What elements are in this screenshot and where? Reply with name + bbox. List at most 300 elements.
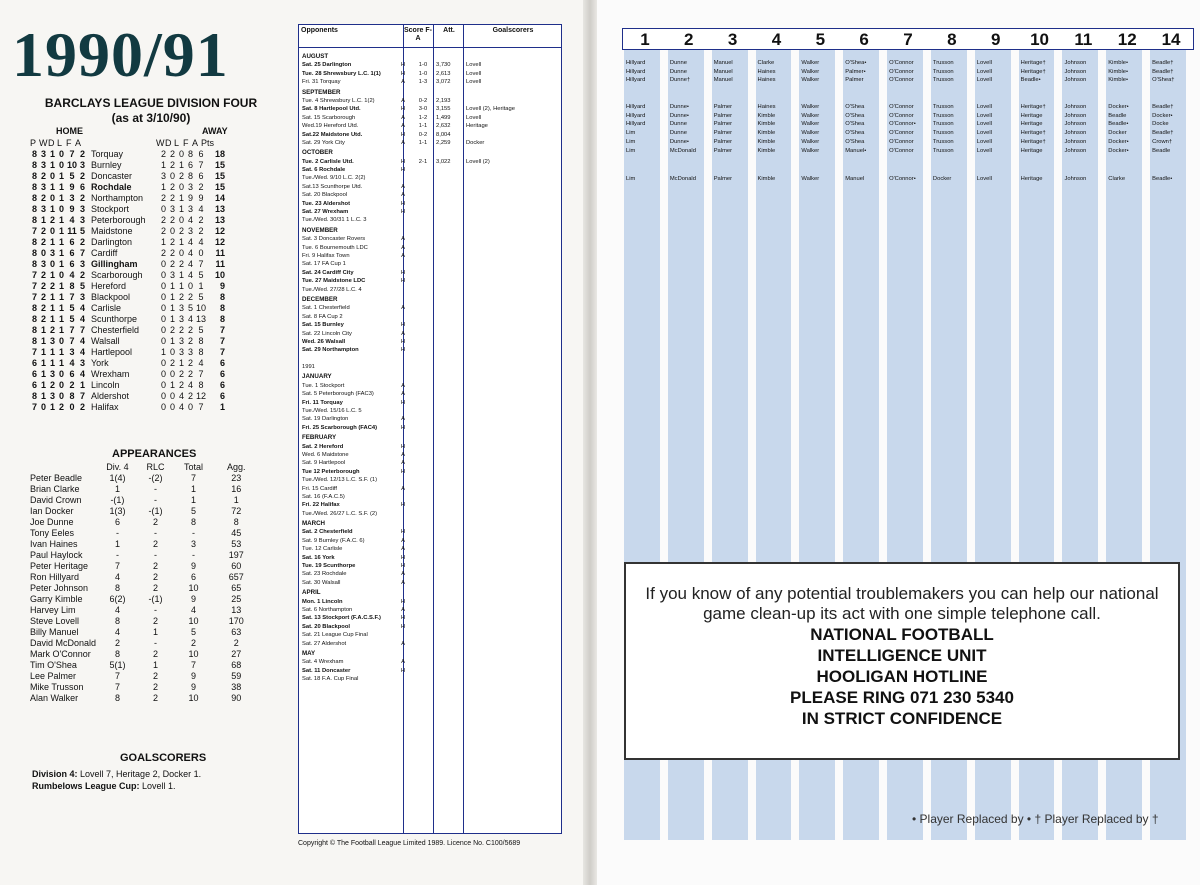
league-cell: 1 xyxy=(49,347,55,357)
league-cell: 2 xyxy=(169,149,175,159)
player-name: Tony Eeles xyxy=(30,528,75,538)
fixture-opponent: Sat. 3 Doncaster Rovers xyxy=(302,236,366,243)
league-cell: 3 xyxy=(187,182,193,192)
rlc-apps: -(1) xyxy=(148,594,163,604)
league-cell: 4 xyxy=(69,215,75,225)
fixture-row xyxy=(302,183,562,191)
points: 8 xyxy=(219,314,225,324)
fixture-row xyxy=(302,510,562,518)
league-cell: 7 xyxy=(198,402,204,412)
league-cell: 4 xyxy=(187,259,193,269)
team-name: Gillingham xyxy=(91,259,138,269)
player-name: Lee Palmer xyxy=(30,671,77,681)
lineup-player: Manuel xyxy=(713,60,733,66)
league-title: BARCLAYS LEAGUE DIVISION FOUR xyxy=(44,96,258,110)
fixture-row xyxy=(302,304,562,312)
team-name: Wrexham xyxy=(91,369,130,379)
lineup-player: Lovell xyxy=(976,121,992,128)
lineup-player: Heritage xyxy=(1020,176,1043,182)
fixture-venue: H xyxy=(400,554,406,561)
rlc-apps: -(2) xyxy=(148,473,163,483)
team-name: Chesterfield xyxy=(91,325,140,335)
player-name: Alan Walker xyxy=(30,693,79,703)
team-name: Stockport xyxy=(91,204,130,214)
lineup-player: Dunne xyxy=(669,60,687,66)
fixture-row xyxy=(302,78,562,86)
div4-apps: 4 xyxy=(114,605,120,615)
fixture-venue: A xyxy=(401,192,405,199)
league-row xyxy=(30,303,260,314)
fixture-row xyxy=(302,537,562,545)
fixture-row xyxy=(302,476,562,484)
fixture-venue: H xyxy=(400,200,406,207)
league-col-head: L xyxy=(57,138,63,148)
lineup-player: Beadle xyxy=(1152,147,1171,154)
fixture-opponent: Tue. 27 Maidstone LDC xyxy=(302,278,366,285)
points: 13 xyxy=(214,204,225,214)
league-cell: 10 xyxy=(195,303,206,313)
fixture-venue: A xyxy=(401,571,405,578)
fixture-opponent: Tue./Wed. 27/28 L.C. 4 xyxy=(302,286,362,293)
fixture-opponent: Tue. 4 Shrewsbury L.C. 1(2) xyxy=(302,97,375,104)
league-cell: 0 xyxy=(160,380,166,390)
league-cell: 2 xyxy=(198,215,204,225)
team-name: Cardiff xyxy=(91,248,118,258)
shirt-number: 6 xyxy=(859,30,869,49)
aggregate-apps: 16 xyxy=(231,484,242,494)
total-apps: 10 xyxy=(188,693,199,703)
league-cell: 7 xyxy=(79,325,85,335)
lineup-player: Trusson xyxy=(932,147,954,154)
league-row xyxy=(30,391,260,402)
league-cell: 8 xyxy=(31,391,37,401)
points: 10 xyxy=(214,270,225,280)
fixture-venue: H xyxy=(400,209,406,216)
team-name: Hartlepool xyxy=(91,347,133,357)
lineup-player: Hillyard xyxy=(626,68,646,75)
fixture-opponent: Tue. 2 Carlisle Utd. xyxy=(302,158,354,165)
fixture-score: 1-1 xyxy=(418,139,428,146)
league-cell: 1 xyxy=(169,314,175,324)
fixture-row xyxy=(302,191,562,199)
team-name: Darlington xyxy=(91,237,133,247)
league-cell: 1 xyxy=(58,314,64,324)
total-apps: - xyxy=(191,528,195,538)
league-cell: 9 xyxy=(187,193,193,203)
fixture-month: MARCH xyxy=(302,520,326,528)
shirt-number: 14 xyxy=(1161,30,1181,49)
league-cell: 2 xyxy=(169,358,175,368)
league-cell: 1 xyxy=(160,347,166,357)
fixture-scorers: Heritage xyxy=(466,123,488,130)
lineup-player: Docker xyxy=(1108,130,1127,137)
appearances-body xyxy=(30,473,260,704)
fixture-opponent: Sat. 24 Cardiff City xyxy=(302,269,354,276)
league-row xyxy=(30,182,260,193)
league-cell: 3 xyxy=(40,204,46,214)
lineup-player: Beadle† xyxy=(1152,60,1174,66)
shirt-number: 12 xyxy=(1117,30,1137,49)
league-cell: 1 xyxy=(49,402,55,412)
player-name: Mike Trusson xyxy=(30,682,84,692)
fixture-row xyxy=(302,61,562,69)
player-name: Mark O'Connor xyxy=(30,649,91,659)
fixture-row xyxy=(302,277,562,285)
fixture-opponent: Tue./Wed. 30/31 1 L.C. 3 xyxy=(302,217,367,224)
lineup-player: O'Connor xyxy=(889,138,914,145)
fixture-score: 0-2 xyxy=(418,131,428,138)
league-row xyxy=(30,281,260,292)
points: 7 xyxy=(219,347,225,357)
league-cell: 1 xyxy=(40,215,46,225)
fixture-venue: H xyxy=(400,338,406,345)
league-cell: 3 xyxy=(79,292,85,302)
league-cell: 2 xyxy=(40,237,46,247)
lineup-player: Dunne• xyxy=(669,138,689,145)
player-name: Brian Clarke xyxy=(30,484,80,494)
league-cell: 1 xyxy=(58,292,64,302)
league-col-head: A xyxy=(75,138,82,148)
lineup-player: Heritage† xyxy=(1020,60,1046,66)
appearance-row xyxy=(30,627,260,638)
aggregate-apps: 90 xyxy=(231,693,242,703)
lineup-player: Johnson xyxy=(1064,104,1087,110)
league-cell: 2 xyxy=(160,193,166,203)
div4-apps: 1 xyxy=(114,539,120,549)
player-name: Ivan Haines xyxy=(30,539,78,549)
fixture-score: 1-3 xyxy=(418,79,428,86)
league-cell: 0 xyxy=(58,204,64,214)
aggregate-apps: 27 xyxy=(231,649,242,659)
lineup-player: Kimble• xyxy=(1108,77,1129,84)
league-cell: 3 xyxy=(49,248,55,258)
fixture-opponent: Sat. 1 Chesterfield xyxy=(302,305,350,312)
league-cell: 7 xyxy=(69,149,75,159)
lineup-player: Dunne† xyxy=(669,77,691,84)
fixture-opponent: Sat. 9 Burnley (F.A.C. 6) xyxy=(302,537,365,544)
league-cell: 4 xyxy=(79,347,85,357)
fixture-row xyxy=(302,131,562,139)
fixture-venue: H xyxy=(400,443,406,450)
lineup-player: Manuel xyxy=(713,68,733,75)
lineup-player: Walker xyxy=(801,104,820,110)
fixture-row xyxy=(302,355,562,363)
fixture-opponent: Sat. 22 Lincoln City xyxy=(302,330,352,337)
fixture-row xyxy=(302,579,562,587)
fixture-scorers: Lovell xyxy=(466,62,482,69)
fixture-opponent: Tue./Wed. 26/27 L.C. S.F. (2) xyxy=(302,510,378,517)
league-cell: 2 xyxy=(169,325,175,335)
fixture-venue: H xyxy=(400,131,406,138)
fixture-opponent: Sat. 20 Blackpool xyxy=(302,192,348,199)
league-cell: 2 xyxy=(169,237,175,247)
team-name: Blackpool xyxy=(91,292,131,302)
league-cell: 2 xyxy=(40,193,46,203)
fixture-row xyxy=(302,382,562,390)
goalscorers-summary xyxy=(32,768,201,792)
league-cell: 3 xyxy=(79,259,85,269)
rlc-apps: - xyxy=(153,528,157,538)
fixture-scorers: Lovell xyxy=(466,70,482,77)
points: 15 xyxy=(214,160,225,170)
fixture-row xyxy=(302,658,562,666)
league-cell: 8 xyxy=(31,182,37,192)
lineup-player: Lovell xyxy=(976,60,992,66)
lineup-player: Walker xyxy=(801,112,820,119)
league-col-head xyxy=(84,138,156,149)
league-cell: 1 xyxy=(169,303,175,313)
league-cell: 4 xyxy=(79,369,85,379)
lineup-player: Beadle• xyxy=(1020,77,1041,84)
league-cell: 2 xyxy=(49,215,55,225)
fixture-venue: H xyxy=(400,106,406,113)
league-cell: 1 xyxy=(178,270,184,280)
league-cell: 8 xyxy=(31,215,37,225)
league-cell: 1 xyxy=(169,380,175,390)
league-cell: 1 xyxy=(58,182,64,192)
total-apps: 1 xyxy=(190,484,196,494)
lineup-row xyxy=(622,103,1192,112)
rlc-apps: 2 xyxy=(152,572,158,582)
lineup-player: O'Shea• xyxy=(845,60,867,66)
fixture-month: SEPTEMBER xyxy=(302,88,341,96)
fixture-row xyxy=(302,269,562,277)
fixture-row xyxy=(302,399,562,407)
fixture-row xyxy=(302,451,562,459)
lineup-player: O'Shea xyxy=(845,104,865,110)
aggregate-apps: 23 xyxy=(231,473,242,483)
league-cell: 2 xyxy=(178,259,184,269)
fixture-venue: A xyxy=(401,97,405,104)
lineup-player: McDonald xyxy=(669,147,696,154)
div4-apps: 8 xyxy=(114,616,120,626)
league-cell: 0 xyxy=(49,226,55,236)
lineup-player: Dunne• xyxy=(669,112,689,119)
lineup-player: Lovell xyxy=(976,176,992,182)
league-col-head: L xyxy=(174,138,180,148)
league-cell: 1 xyxy=(49,303,55,313)
league-col-head: Pts xyxy=(201,138,215,148)
lineup-player: Hillyard xyxy=(626,104,646,110)
lineup-player: Palmer xyxy=(713,112,733,119)
league-row xyxy=(30,270,260,281)
rlc-label: Rumbelows League Cup: xyxy=(32,781,140,791)
lineup-player: Heritage† xyxy=(1020,104,1046,110)
fixture-opponent: Tue. 12 Carlisle xyxy=(302,546,343,553)
league-cell: 2 xyxy=(187,391,193,401)
rlc-apps: - xyxy=(153,495,157,505)
league-cell: 5 xyxy=(198,270,204,280)
points: 12 xyxy=(214,237,225,247)
lineup-player: Beadle† xyxy=(1152,68,1174,75)
fixture-score: 2-1 xyxy=(418,158,428,165)
fixture-opponent: Sat. 27 Wrexham xyxy=(302,209,349,216)
lineup-player: O'Shea xyxy=(845,138,865,145)
league-cell: 0 xyxy=(198,248,204,258)
lineup-player: Walker xyxy=(801,77,820,84)
fixture-venue: A xyxy=(401,416,405,423)
league-cell: 3 xyxy=(169,270,175,280)
appearance-row xyxy=(30,583,260,594)
team-name: York xyxy=(91,358,109,368)
lineup-player: Palmer• xyxy=(845,68,866,75)
league-cell: 6 xyxy=(31,358,37,368)
lineup-player: Lim xyxy=(626,147,636,154)
lineup-player: Clarke xyxy=(1108,176,1126,182)
league-col-head: P xyxy=(30,138,37,148)
fixture-venue: A xyxy=(401,305,405,312)
fixture-venue: H xyxy=(400,623,406,630)
league-cell: 2 xyxy=(178,226,184,236)
league-cell: 2 xyxy=(169,215,175,225)
lineup-player: Lim xyxy=(626,138,636,145)
league-cell: 6 xyxy=(187,160,193,170)
league-cell: 1 xyxy=(49,237,55,247)
league-cell: 2 xyxy=(178,171,184,181)
fixture-row xyxy=(302,235,562,243)
fixture-venue: A xyxy=(401,252,405,259)
league-cell: 1 xyxy=(58,303,64,313)
lineup-row xyxy=(622,59,1192,68)
fixture-row xyxy=(302,424,562,432)
league-cell: 1 xyxy=(160,160,166,170)
league-cell: 3 xyxy=(178,303,184,313)
fixture-opponent: Sat. 15 Scarborough xyxy=(302,114,356,121)
league-col-head: D xyxy=(48,138,55,148)
goalscorers-title: GOALSCORERS xyxy=(120,752,207,764)
league-cell: 1 xyxy=(178,193,184,203)
shirt-number: 11 xyxy=(1074,30,1093,49)
league-cell: 2 xyxy=(69,380,75,390)
league-cell: 4 xyxy=(69,358,75,368)
league-cell: 8 xyxy=(187,149,193,159)
aggregate-apps: 2 xyxy=(233,638,239,648)
league-cell: 8 xyxy=(187,171,193,181)
fixture-attendance: 3,022 xyxy=(436,158,451,165)
league-cell: 2 xyxy=(169,182,175,192)
fixture-venue: A xyxy=(401,244,405,251)
league-cell: 0 xyxy=(49,193,55,203)
league-cell: 8 xyxy=(31,193,37,203)
lineup-player: O'Connor xyxy=(889,112,914,119)
team-name: Scarborough xyxy=(91,270,143,280)
div4-apps: 4 xyxy=(114,627,120,637)
fixture-attendance: 2,613 xyxy=(436,70,451,77)
league-cell: 6 xyxy=(69,259,75,269)
aggregate-apps: 63 xyxy=(231,627,242,637)
league-row xyxy=(30,380,260,391)
rlc-apps: 1 xyxy=(152,627,158,637)
team-name: Torquay xyxy=(91,149,124,159)
lineup-player: Trusson xyxy=(932,60,954,66)
fixture-row xyxy=(302,166,562,174)
team-name: Hereford xyxy=(91,281,127,291)
fixture-row xyxy=(302,158,562,166)
league-col-head: F xyxy=(66,138,72,148)
fixture-row xyxy=(302,139,562,147)
league-row xyxy=(30,325,260,336)
league-cell: 1 xyxy=(58,259,64,269)
league-cell: 3 xyxy=(69,347,75,357)
league-cell: 3 xyxy=(169,204,175,214)
fx-head-scorers: Goalscorers xyxy=(492,27,534,34)
fixtures-body xyxy=(302,51,562,684)
fixture-month: OCTOBER xyxy=(302,149,333,157)
fixture-score: 1-0 xyxy=(418,62,428,69)
rlc-apps: 2 xyxy=(152,517,158,527)
fixture-row xyxy=(302,501,562,509)
league-cell: 2 xyxy=(198,226,204,236)
total-apps: 5 xyxy=(190,627,196,637)
fixture-venue: A xyxy=(401,640,405,647)
lineup-row xyxy=(622,76,1192,85)
fixture-month: NOVEMBER xyxy=(302,226,338,234)
league-col-head: F xyxy=(183,138,189,148)
league-cell: 5 xyxy=(198,325,204,335)
league-cell: 1 xyxy=(49,270,55,280)
lineup-player: Manuel• xyxy=(845,147,867,154)
fixture-venue: H xyxy=(400,468,406,475)
league-row xyxy=(30,358,260,369)
fixture-month: AUGUST xyxy=(302,53,329,60)
fixture-venue: A xyxy=(401,391,405,398)
fixture-venue: H xyxy=(400,347,406,354)
rlc-apps: 2 xyxy=(152,649,158,659)
fixture-attendance: 2,193 xyxy=(436,97,451,104)
league-cell: 1 xyxy=(79,380,85,390)
fixture-opponent: 1991 xyxy=(302,364,315,371)
league-cell: 8 xyxy=(69,281,75,291)
fixture-venue: H xyxy=(400,563,406,570)
ap-col-head: Div. 4 xyxy=(106,462,129,472)
league-cell: 4 xyxy=(187,215,193,225)
league-cell: 4 xyxy=(187,248,193,258)
league-cell: 2 xyxy=(178,369,184,379)
league-cell: 2 xyxy=(160,248,166,258)
league-cell: 1 xyxy=(40,358,46,368)
league-cell: 2 xyxy=(187,358,193,368)
league-cell: 2 xyxy=(40,226,46,236)
fixture-venue: H xyxy=(400,278,406,285)
lineup-player: O'Connor• xyxy=(889,176,916,182)
lineup-player: Walker xyxy=(801,68,820,75)
league-cell: 3 xyxy=(40,259,46,269)
total-apps: 9 xyxy=(190,594,196,604)
league-cell: 2 xyxy=(40,314,46,324)
fixture-opponent: Tue. 28 Shrewsbury L.C. 1(1) xyxy=(302,70,381,77)
lineup-player: Beadle xyxy=(1108,112,1127,119)
fixture-opponent: Fri. 11 Torquay xyxy=(302,399,343,406)
fixture-row xyxy=(302,363,562,371)
div4-label: Division 4: xyxy=(32,769,78,779)
season-title: 1990/91 xyxy=(12,19,229,90)
fixture-row xyxy=(302,570,562,578)
fixture-venue: A xyxy=(401,579,405,586)
lineup-player: Lovell xyxy=(976,147,992,154)
fixture-venue: A xyxy=(401,607,405,613)
league-cell: 1 xyxy=(49,182,55,192)
fixture-venue: A xyxy=(401,382,405,389)
league-cell: 2 xyxy=(58,402,64,412)
league-cell: 1 xyxy=(178,281,184,291)
league-cell: 7 xyxy=(198,369,204,379)
league-cell: 6 xyxy=(69,369,75,379)
league-cell: 0 xyxy=(160,259,166,269)
league-cell: 1 xyxy=(49,160,55,170)
team-grid-header xyxy=(622,28,1194,50)
league-row xyxy=(30,259,260,270)
points: 15 xyxy=(214,182,225,192)
